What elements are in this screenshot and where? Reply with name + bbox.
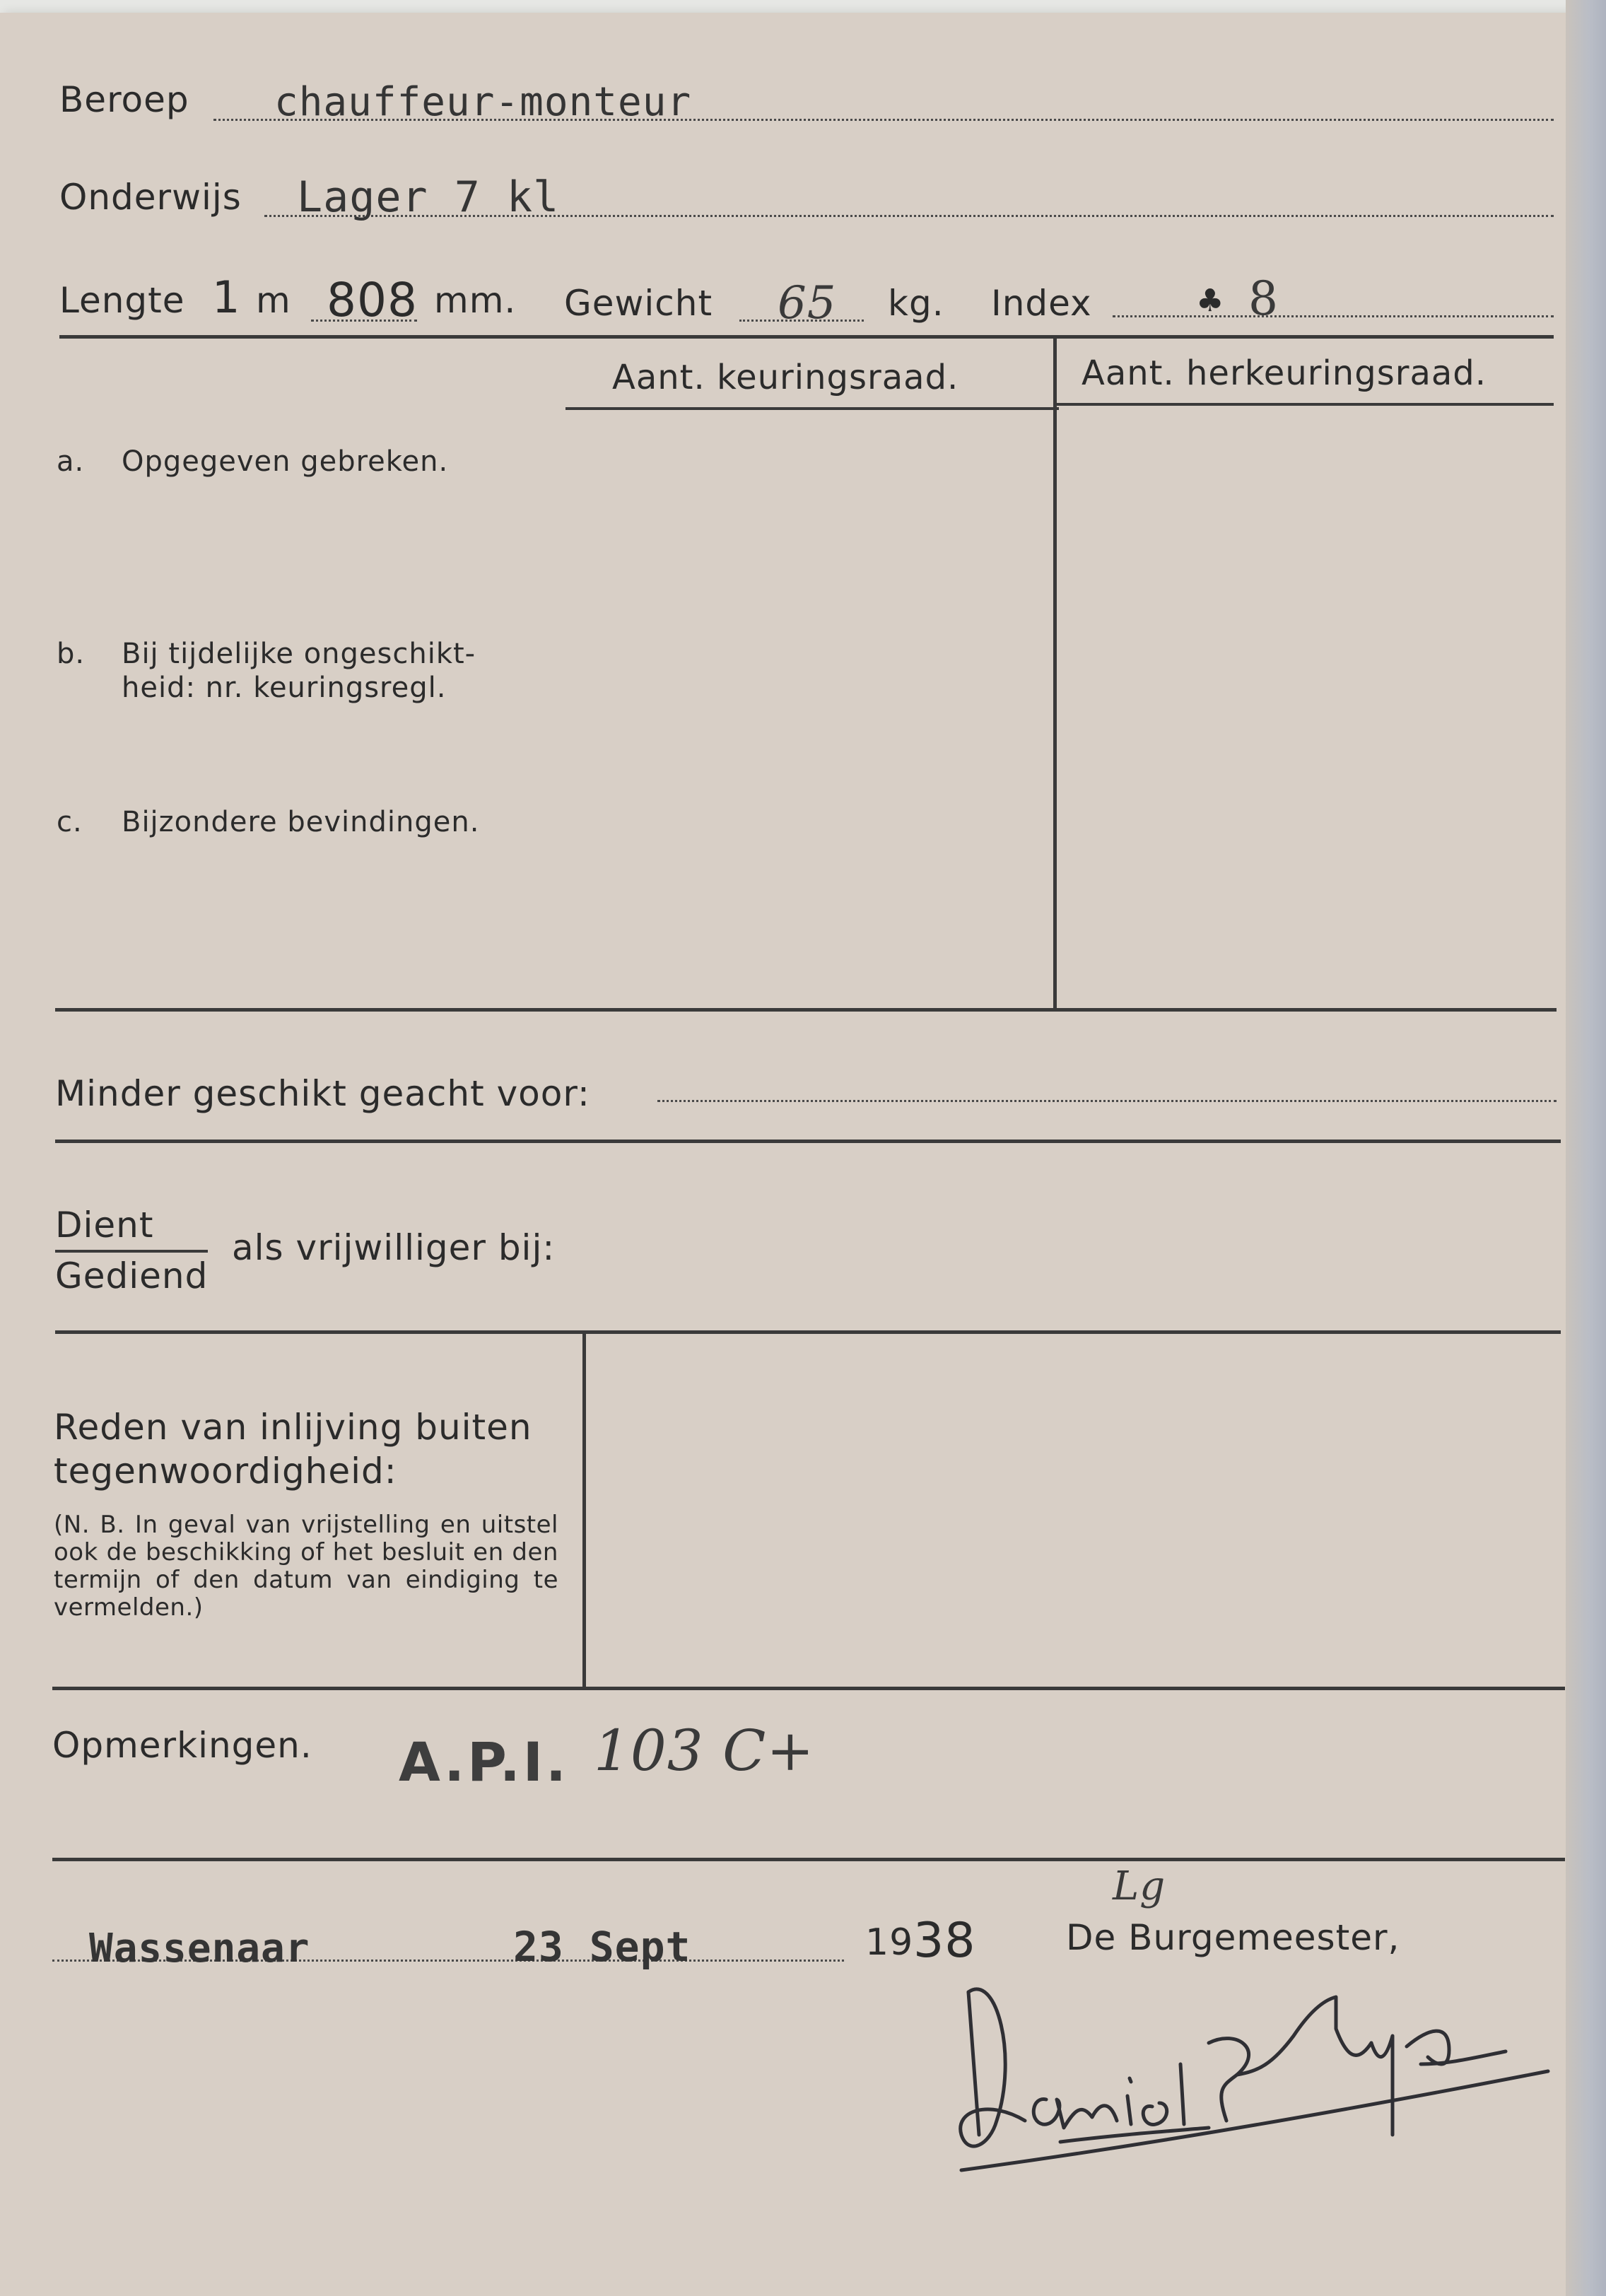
minder-dotted-line (657, 1100, 1557, 1102)
col2-header: Aant. herkeuringsraad. (1082, 353, 1487, 393)
reden-bottom-rule (52, 1687, 1565, 1690)
opmerkingen-bottom-rule (52, 1858, 1565, 1861)
gewicht-label: Gewicht (564, 283, 713, 324)
opmerkingen-handwritten: 103 C+ (594, 1718, 815, 1784)
api-stamp: A.P.I. (399, 1730, 569, 1793)
column-divider (1053, 338, 1057, 1008)
kg-unit: kg. (888, 283, 944, 324)
index-label: Index (991, 283, 1092, 324)
m-unit: m (256, 280, 291, 321)
minder-geschikt-label: Minder geschikt geacht voor: (55, 1073, 590, 1114)
handwritten-mark: Lg (1113, 1863, 1166, 1909)
col1-header-rule (565, 407, 1059, 410)
row-b-letter: b. (57, 638, 86, 670)
row-b-label: Bij tijdelijke ongeschikt- (122, 638, 476, 670)
minder-bottom-rule (55, 1140, 1561, 1143)
row-b-label-line2: heid: nr. keuringsregl. (122, 672, 447, 704)
reden-note: (N. B. In geval van vrijstelling en uitstel ook de beschikking of het besluit en den termijn of den datum van eindiging te vermelden.) (54, 1511, 558, 1622)
onderwijs-label: Onderwijs (59, 177, 242, 218)
reden-title-line2: tegenwoordigheid: (54, 1451, 397, 1492)
reden-divider (582, 1333, 586, 1689)
vrijwilliger-label: als vrijwilliger bij: (232, 1227, 556, 1268)
place-value: Wassenaar (89, 1926, 310, 1972)
opmerkingen-label: Opmerkingen. (52, 1725, 312, 1766)
row-a-label: Opgegeven gebreken. (122, 445, 449, 478)
year-suffix: 38 (913, 1913, 976, 1969)
table-bottom-rule (55, 1008, 1557, 1012)
col2-header-rule (1056, 403, 1554, 406)
signatory-label: De Burgemeester, (1066, 1917, 1400, 1958)
table-top-rule (59, 335, 1554, 339)
vrijwilliger-bottom-rule (55, 1330, 1561, 1334)
reden-title-line1: Reden van inlijving buiten (54, 1407, 532, 1448)
lengte-mm-value: 808 (327, 273, 418, 327)
year-prefix: 19 (865, 1921, 914, 1964)
beroep-value: chauffeur-monteur (274, 79, 692, 125)
dient-fraction-rule (55, 1250, 208, 1253)
onderwijs-value: Lager 7 kl (297, 172, 560, 222)
row-c-label: Bijzondere bevindingen. (122, 806, 480, 838)
index-value: 8 (1248, 271, 1279, 326)
lengte-label: Lengte (59, 280, 185, 321)
index-mark-icon: ♣ (1196, 283, 1225, 319)
sheet-edge (1566, 0, 1606, 2296)
col1-header: Aant. keuringsraad. (612, 358, 959, 397)
dient-label: Dient (55, 1205, 154, 1246)
row-c-letter: c. (57, 806, 83, 838)
index-dotted-line (1113, 315, 1554, 317)
row-a-letter: a. (57, 445, 85, 478)
signature-graphic (940, 1958, 1576, 2191)
date-value: 23 Sept (513, 1923, 691, 1971)
lengte-m-value: 1 (212, 271, 241, 323)
gediend-label: Gediend (55, 1255, 209, 1296)
gewicht-value: 65 (778, 277, 837, 329)
mm-unit: mm. (434, 280, 517, 321)
beroep-label: Beroep (59, 79, 189, 120)
